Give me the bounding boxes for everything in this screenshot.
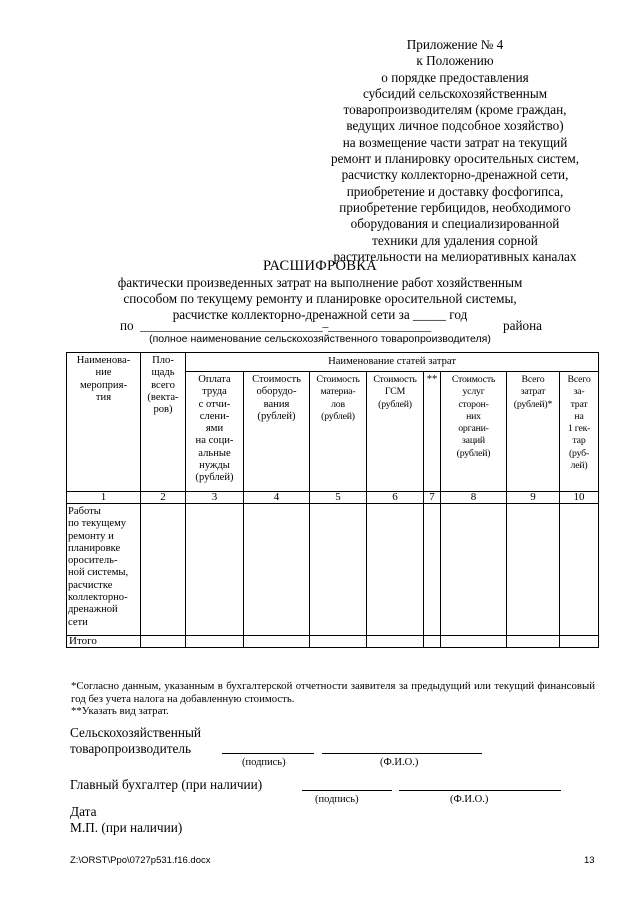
- table-cell[interactable]: [141, 636, 186, 648]
- footnote-1: *Согласно данным, указанным в бухгалтерской отчетности заявителя за предыдущий или текущий финансовый год без учета налога на добавленную стоимость.: [71, 680, 595, 705]
- column-number: 1: [67, 492, 141, 504]
- appendix-line: ремонт и планировку оросительных систем,: [330, 151, 580, 167]
- table-cell[interactable]: [441, 504, 507, 636]
- appendix-line: приобретение гербицидов, необходимого: [339, 199, 571, 215]
- footnote-2: **Указать вид затрат.: [71, 705, 169, 718]
- header-fuel: Стоимость ГСМ (рублей): [367, 372, 424, 492]
- producer-signature-line[interactable]: [222, 753, 314, 754]
- table-cell[interactable]: [507, 636, 560, 648]
- column-number: 10: [560, 492, 599, 504]
- table-cell[interactable]: [244, 504, 310, 636]
- column-number: 4: [244, 492, 310, 504]
- appendix-line: приобретение и доставку фосфогипса,: [346, 183, 564, 199]
- header-area: Пло- щадь всего (векта- ров): [141, 353, 186, 492]
- column-number-row: [67, 492, 599, 504]
- table-cell[interactable]: [424, 636, 441, 648]
- table-cell[interactable]: [560, 636, 599, 648]
- appendix-line: товаропроизводителям (кроме граждан,: [343, 102, 567, 118]
- column-number: 2: [141, 492, 186, 504]
- table-cell[interactable]: [310, 504, 367, 636]
- appendix-line: расчистку коллекторно-дренажной сети,: [341, 167, 569, 183]
- table-cell[interactable]: [310, 636, 367, 648]
- producer-name-line[interactable]: [322, 753, 482, 754]
- file-path: Z:\ORST\Ppo\0727p531.f16.docx: [70, 855, 211, 866]
- stamp-label: М.П. (при наличии): [70, 820, 183, 835]
- table-cell[interactable]: [186, 636, 244, 648]
- table-cell[interactable]: [367, 504, 424, 636]
- header-equipment: Стоимость оборудо- вания (рублей): [244, 372, 310, 492]
- producer-label-line2: товаропроизводитель: [70, 741, 192, 756]
- po-label: по: [120, 318, 134, 333]
- producer-name-hint: (Ф.И.О.): [380, 757, 419, 768]
- column-number: 3: [186, 492, 244, 504]
- document-title: РАСШИФРОВКА: [262, 258, 377, 274]
- accountant-name-line[interactable]: [399, 790, 561, 791]
- appendix-line: ведущих личное подсобное хозяйство): [346, 118, 564, 134]
- table-row: [67, 504, 599, 636]
- accountant-label: Главный бухгалтер (при наличии): [70, 777, 263, 792]
- header-per-hectare: Всего за- трат на 1 гек- тар (руб- лей): [560, 372, 599, 492]
- appendix-header: [300, 37, 610, 265]
- header-services: Стоимость услуг сторон- них органи- заций (рублей): [441, 372, 507, 492]
- cost-breakdown-table: [66, 352, 599, 648]
- table-cell[interactable]: [141, 504, 186, 636]
- footnotes: [71, 680, 595, 718]
- producer-name-hint: (полное наименование сельскохозяйственного товаропроизводителя): [149, 333, 491, 345]
- po-suffix: района: [503, 318, 543, 333]
- heading-line: фактически произведенных затрат на выполнение работ хозяйственным: [117, 275, 523, 290]
- table-cell[interactable]: [186, 504, 244, 636]
- appendix-line: о порядке предоставления: [381, 69, 529, 85]
- column-number: 7: [424, 492, 441, 504]
- header-total: Всего затрат (рублей)*: [507, 372, 560, 492]
- accountant-name-hint: (Ф.И.О.): [450, 794, 489, 805]
- accountant-signature-line[interactable]: [302, 790, 392, 791]
- appendix-line: к Положению: [416, 53, 494, 69]
- table-header-row: [67, 353, 599, 372]
- header-event-name: Наименова- ние мероприя- тия: [67, 353, 141, 492]
- header-materials: Стоимость материа- лов (рублей): [310, 372, 367, 492]
- header-other: **: [424, 372, 441, 492]
- table-cell[interactable]: [367, 636, 424, 648]
- row-label: Работы по текущему ремонту и планировке ороситель- ной системы, расчистке коллекторно- дренажной сети: [67, 504, 141, 636]
- appendix-line: на возмещение части затрат на текущий: [342, 134, 568, 150]
- appendix-line: оборудования и специализированной: [350, 216, 560, 232]
- column-number: 9: [507, 492, 560, 504]
- appendix-line: растительности на мелиоративных каналах: [333, 248, 577, 264]
- appendix-line: техники для удаления сорной: [372, 232, 538, 248]
- accountant-signature-hint: (подпись): [315, 794, 359, 805]
- column-number: 8: [441, 492, 507, 504]
- producer-name-field[interactable]: ________________________________–__________________: [140, 319, 431, 333]
- heading-line: расчистке коллекторно-дренажной сети за _____ год: [172, 307, 468, 322]
- total-label: Итого: [67, 636, 141, 648]
- producer-signature-hint: (подпись): [242, 757, 286, 768]
- table-cell[interactable]: [560, 504, 599, 636]
- document-heading: [40, 258, 600, 323]
- page-number: 13: [584, 855, 595, 866]
- table-cell[interactable]: [244, 636, 310, 648]
- appendix-line: субсидий сельскохозяйственным: [362, 85, 548, 101]
- appendix-line: Приложение № 4: [406, 37, 504, 52]
- column-number: 5: [310, 492, 367, 504]
- header-cost-items: Наименование статей затрат: [186, 353, 599, 372]
- producer-label-line1: Сельскохозяйственный: [70, 725, 202, 740]
- column-number: 6: [367, 492, 424, 504]
- date-label: Дата: [70, 804, 97, 819]
- heading-line: способом по текущему ремонту и планировке оросительной системы,: [123, 291, 517, 306]
- total-row: [67, 636, 599, 648]
- table-cell[interactable]: [441, 636, 507, 648]
- table-cell[interactable]: [424, 504, 441, 636]
- header-labor: Оплата труда с отчи- слени- ями на соци- альные нужды (рублей): [186, 372, 244, 492]
- table-cell[interactable]: [507, 504, 560, 636]
